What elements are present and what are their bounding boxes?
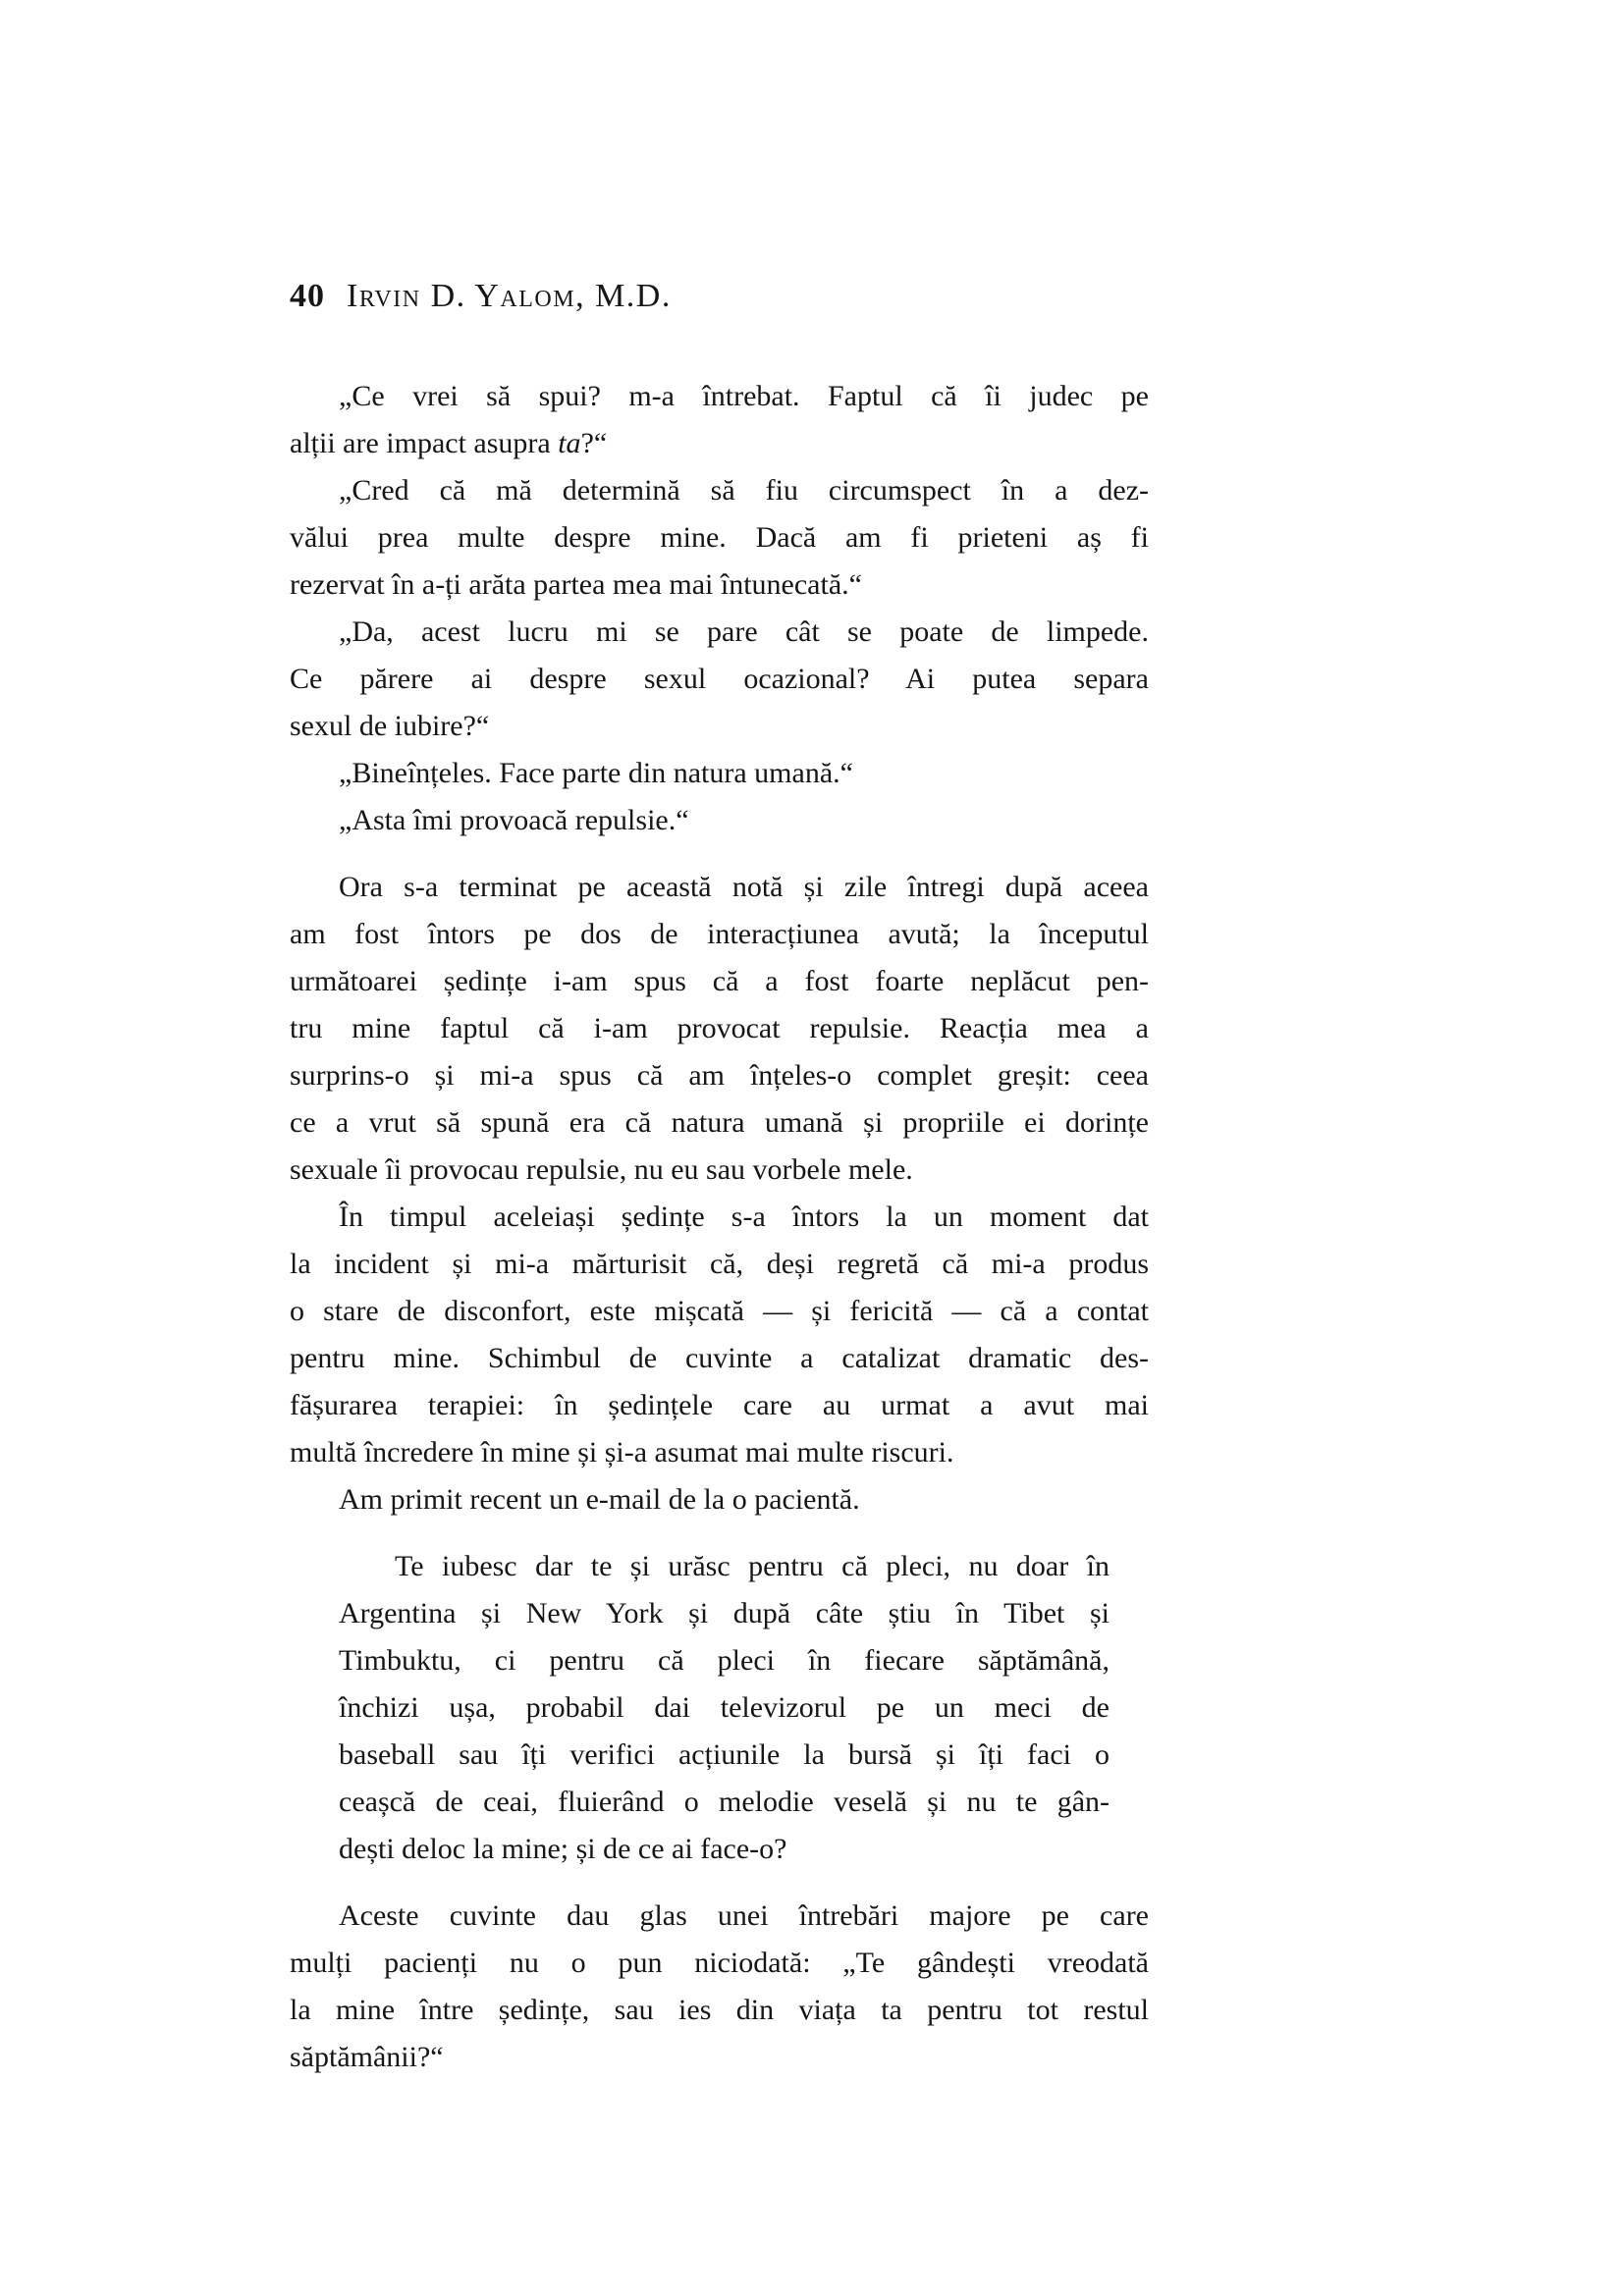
- text-line: Am primit recent un e-mail de la o pacientă.: [339, 1483, 860, 1516]
- paragraph: [290, 1194, 1149, 1476]
- text-line: tru mine faptul că i-am provocat repulsie. Reacția mea a: [290, 1012, 1149, 1044]
- text-line: am fost întors pe dos de interacțiunea avută; la începutul: [290, 918, 1149, 950]
- running-head-title: Irvin D. Yalom, M.D.: [347, 278, 672, 314]
- page-body: [290, 373, 1149, 2081]
- text-line: „Da, acest lucru mi se pare cât se poate de limpede.: [339, 615, 1149, 648]
- text-line: săptămânii?“: [290, 2041, 444, 2073]
- text-line: surprins-o și mi-a spus că am înțeles-o complet greșit: ceea: [290, 1059, 1149, 1092]
- text-line: pentru mine. Schimbul de cuvinte a catalizat dramatic des-: [290, 1342, 1149, 1374]
- text-line: ce a vrut să spună era că natura umană și propriile ei dorințe: [290, 1106, 1149, 1139]
- text-line: rezervat în a-ți arăta partea mea mai întunecată.“: [290, 568, 862, 601]
- text-line: fășurarea terapiei: în ședințele care au urmat a avut mai: [290, 1389, 1149, 1421]
- text-line: Argentina și New York și după câte știu în Tibet și: [339, 1597, 1110, 1629]
- text-line: Aceste cuvinte dau glas unei întrebări majore pe care: [339, 1899, 1149, 1932]
- text-line: la incident și mi-a mărturisit că, deși regretă că mi-a produs: [290, 1248, 1149, 1280]
- text-line: multă încredere în mine și și-a asumat mai multe riscuri.: [290, 1436, 954, 1468]
- text-line: Ora s-a terminat pe această notă și zile întregi după aceea: [339, 871, 1149, 903]
- paragraph: [290, 797, 1149, 844]
- paragraph: [290, 373, 1149, 467]
- running-header: [290, 278, 672, 315]
- text-line: baseball sau îți verifici acțiunile la bursă și îți faci o: [339, 1738, 1110, 1771]
- text-line: Te iubesc dar te și urăsc pentru că pleci, nu doar în: [395, 1550, 1110, 1582]
- text-line: următoarei ședințe i-am spus că a fost foarte neplăcut pen-: [290, 965, 1149, 997]
- text-line: „Cred că mă determină să fiu circumspect în a dez-: [339, 474, 1149, 507]
- paragraph: [290, 1476, 1149, 1523]
- text-line: „Asta îmi provoacă repulsie.“: [339, 804, 689, 836]
- text-line: mulți pacienți nu o pun niciodată: „Te gândești vreodată: [290, 1947, 1149, 1979]
- text-line: la mine între ședințe, sau ies din viața ta pentru tot restul: [290, 1994, 1149, 2026]
- text-segment: ?“: [580, 427, 608, 459]
- text-segment: alții are impact asupra: [290, 427, 559, 459]
- paragraph: [290, 864, 1149, 1194]
- text-line: [290, 420, 1149, 467]
- text-line: „Ce vrei să spui? m-a întrebat. Faptul că îi judec pe: [339, 380, 1149, 412]
- text-line: „Bineînțeles. Face parte din natura umană.“: [339, 757, 853, 789]
- text-line: sexul de iubire?“: [290, 710, 490, 742]
- text-line: o stare de disconfort, este mișcată — și fericită — că a contat: [290, 1295, 1149, 1327]
- paragraph: [290, 1893, 1149, 2081]
- text-line: închizi ușa, probabil dai televizorul pe un meci de: [339, 1691, 1110, 1724]
- text-line: dești deloc la mine; și de ce ai face-o?: [339, 1833, 787, 1865]
- paragraph: [290, 467, 1149, 609]
- text-line: În timpul aceleiași ședințe s-a întors la un moment dat: [339, 1201, 1149, 1233]
- paragraph: [290, 609, 1149, 750]
- page-number: 40: [290, 278, 325, 314]
- text-line: ceașcă de ceai, fluierând o melodie veselă și nu te gân-: [339, 1786, 1110, 1818]
- text-line: vălui prea multe despre mine. Dacă am fi prieteni aș fi: [290, 521, 1149, 554]
- italic-text: ta: [558, 427, 581, 459]
- text-line: Timbuktu, ci pentru că pleci în fiecare săptămână,: [339, 1644, 1110, 1677]
- block-quote: [339, 1543, 1110, 1873]
- paragraph: [290, 750, 1149, 797]
- text-line: Ce părere ai despre sexul ocazional? Ai putea separa: [290, 663, 1149, 695]
- text-line: sexuale îi provocau repulsie, nu eu sau vorbele mele.: [290, 1153, 913, 1186]
